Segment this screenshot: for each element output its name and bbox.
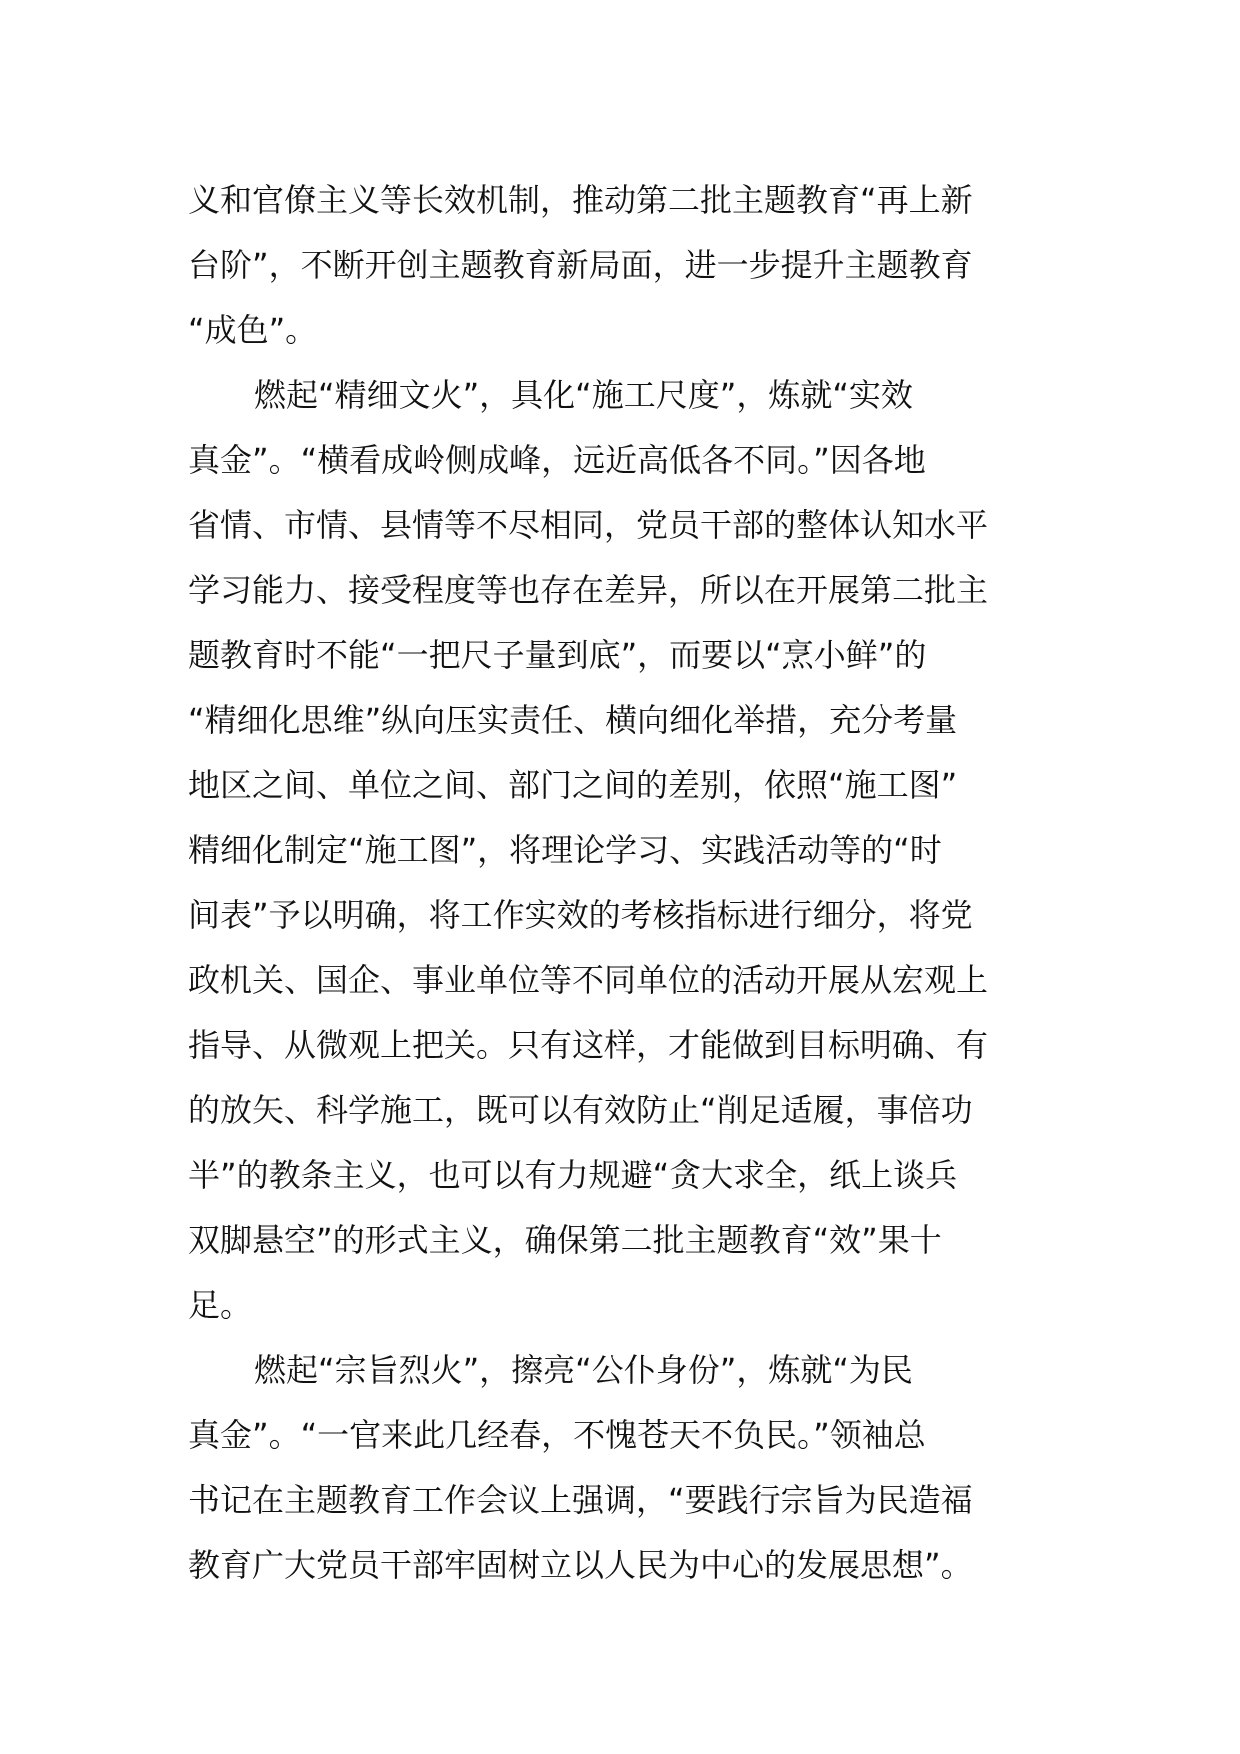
document-page bbox=[188, 168, 1058, 1598]
text-line: 间表”予以明确，将工作实效的考核指标进行细分，将党 bbox=[188, 896, 973, 934]
text-line: 真金”。“一官来此几经春，不愧苍天不负民。”领袖总 bbox=[188, 1416, 926, 1454]
text-line: 的放矢、科学施工，既可以有效防止“削足适履，事倍功 bbox=[188, 1091, 973, 1129]
text-line: 学习能力、接受程度等也存在差异，所以在开展第二批主 bbox=[188, 571, 989, 609]
text-line: 燃起“宗旨烈火”，擦亮“公仆身份”，炼就“为民 bbox=[254, 1351, 913, 1389]
text-line: 台阶”，不断开创主题教育新局面，进一步提升主题教育 bbox=[188, 246, 973, 284]
text-line: 地区之间、单位之间、部门之间的差别，依照“施工图” bbox=[188, 766, 958, 804]
text-line: 足。 bbox=[188, 1286, 253, 1324]
text-line: 精细化制定“施工图”，将理论学习、实践活动等的“时 bbox=[188, 831, 942, 869]
text-line: “精细化思维”纵向压实责任、横向细化举措，充分考量 bbox=[188, 701, 958, 739]
text-line: 双脚悬空”的形式主义，确保第二批主题教育“效”果十 bbox=[188, 1221, 942, 1259]
text-line: 真金”。“横看成岭侧成峰，远近高低各不同。”因各地 bbox=[188, 441, 926, 479]
text-line: 省情、市情、县情等不尽相同，党员干部的整体认知水平 bbox=[188, 506, 989, 544]
text-line: 指导、从微观上把关。只有这样，才能做到目标明确、有 bbox=[188, 1026, 989, 1064]
text-line: 燃起“精细文火”，具化“施工尺度”，炼就“实效 bbox=[254, 376, 913, 414]
text-line: 义和官僚主义等长效机制，推动第二批主题教育“再上新 bbox=[188, 181, 973, 219]
text-line: “成色”。 bbox=[188, 311, 318, 349]
text-line: 政机关、国企、事业单位等不同单位的活动开展从宏观上 bbox=[188, 961, 989, 999]
text-line: 教育广大党员干部牢固树立以人民为中心的发展思想”。 bbox=[188, 1546, 973, 1584]
paragraph-2 bbox=[188, 363, 1058, 1338]
paragraph-3 bbox=[188, 1338, 1058, 1598]
text-line: 半”的教条主义，也可以有力规避“贪大求全，纸上谈兵 bbox=[188, 1156, 958, 1194]
paragraph-1 bbox=[188, 168, 1058, 363]
text-line: 题教育时不能“一把尺子量到底”，而要以“烹小鲜”的 bbox=[188, 636, 927, 674]
text-line: 书记在主题教育工作会议上强调，“要践行宗旨为民造福 bbox=[188, 1481, 973, 1519]
